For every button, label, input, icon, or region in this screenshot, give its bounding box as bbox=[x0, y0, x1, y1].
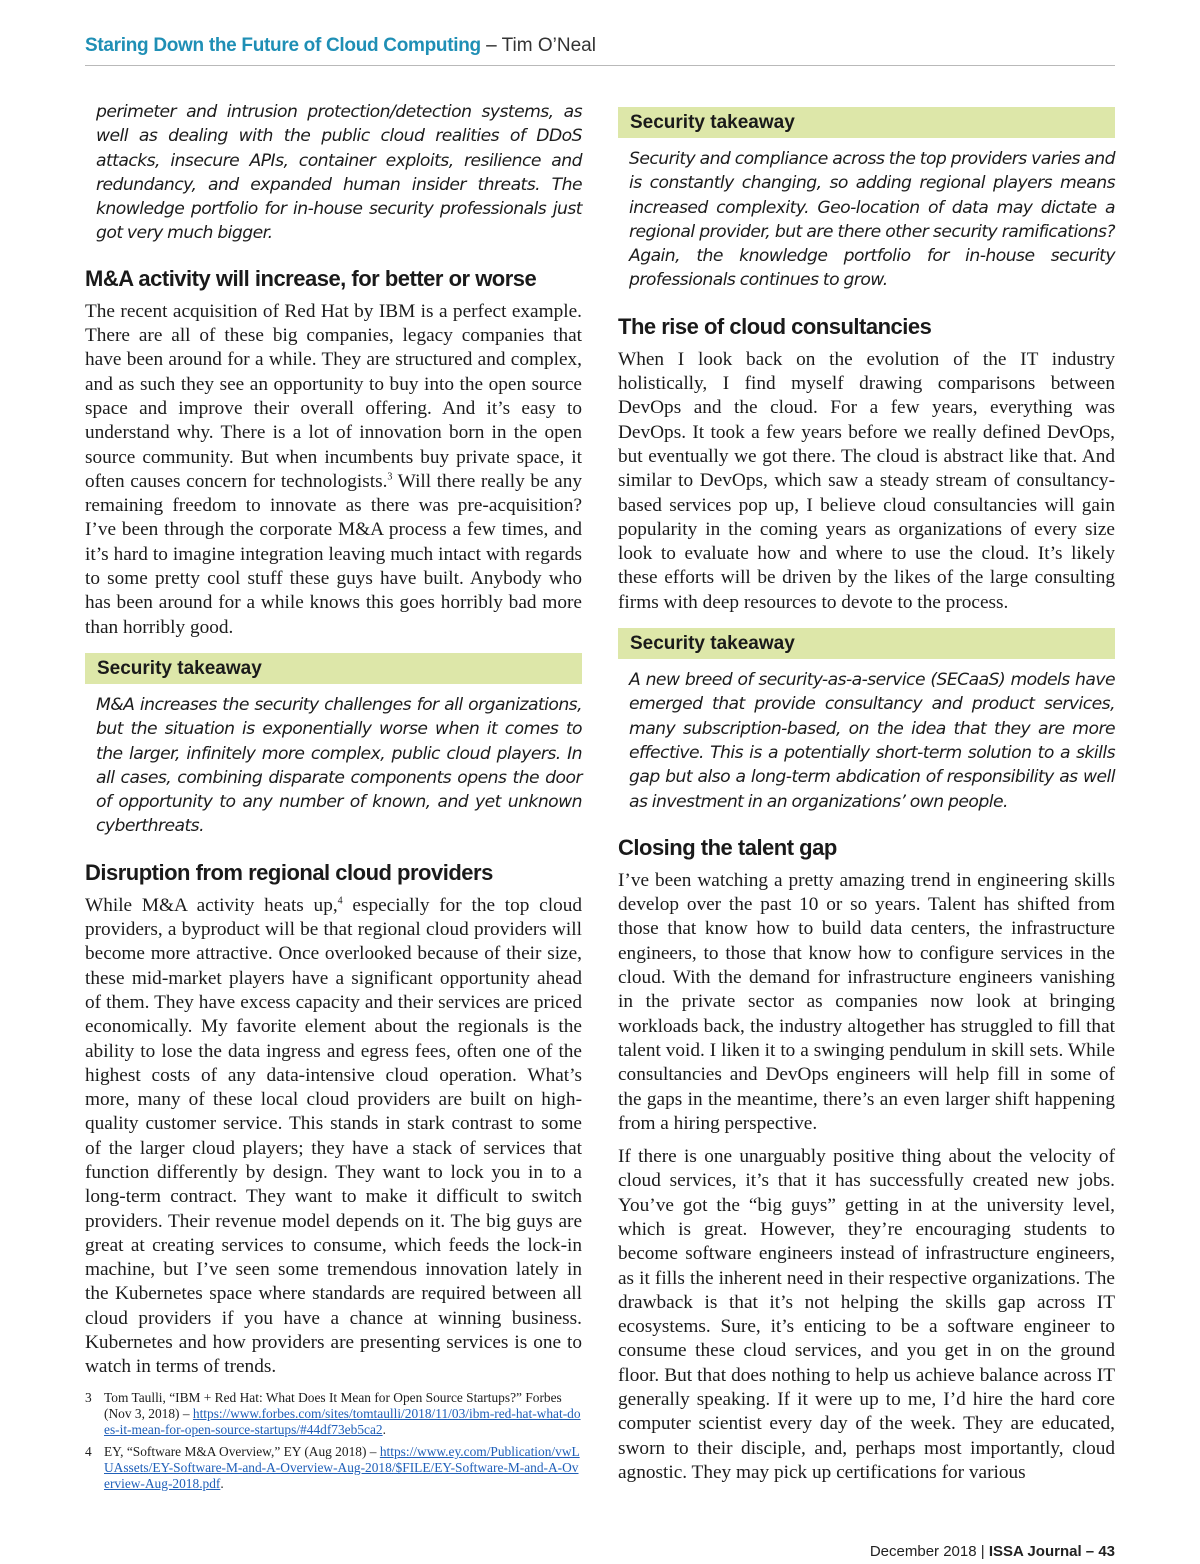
security-takeaway-label: Security takeaway bbox=[85, 653, 582, 684]
footnote-ref-4: 4 bbox=[337, 895, 343, 907]
security-takeaway-text: Security and compliance across the top providers varies and is constantly changing, so adding regional players means increased complexity. Geo-location of data may dictate a regional provider, but are there other security ramifications? Again, the knowledge portfolio for in-house security professionals continues to grow. bbox=[629, 149, 1115, 291]
ma-paragraph bbox=[85, 300, 582, 640]
footnote-end: . bbox=[382, 1422, 386, 1437]
footnotes bbox=[85, 1390, 582, 1498]
section-heading-regional: Disruption from regional cloud providers bbox=[85, 859, 493, 885]
consultancies-paragraph: When I look back on the evolution of the IT industry holistically, I find myself drawing comparisons between DevOps and the cloud. For a few years, everything was DevOps. It took a few years before we really defined DevOps, but eventually we got there. The cloud is abstract like that. And similar to DevOps, which saw a steady stream of consultancy-based services pop up, I believe cloud consultancies will gain popularity in the coming years as organizations of every size look to evaluate how and where to use the cloud. It’s likely these efforts will be driven by the likes of the large consulting firms with deep resources to devote to the process. bbox=[618, 348, 1115, 613]
header-separator: – bbox=[480, 35, 502, 56]
section-heading-ma: M&A activity will increase, for better or worse bbox=[85, 265, 537, 291]
section-heading-consultancies: The rise of cloud consultancies bbox=[618, 313, 932, 339]
footnote-link[interactable]: https://www.ey.com/Publication/vwLUAssets/EY-Software-M-and-A-Overview-Aug-2018/$FILE/EY-Software-M-and-A-Overview-Aug-2018.pdf bbox=[104, 1444, 580, 1491]
page-footer bbox=[870, 1543, 1115, 1561]
page-number: 43 bbox=[1098, 1543, 1115, 1560]
footnote-3 bbox=[85, 1390, 582, 1438]
footnote-4 bbox=[85, 1444, 582, 1492]
security-takeaway-box-consultancies bbox=[618, 628, 1115, 814]
regional-paragraph-text-b: especially for the top cloud providers, a byproduct will be that regional cloud providers will become more attractive. Once overlooked because of their size, these mid-market players have a significant opportunity ahead of them. They have excess capacity and their services are priced economically. My favorite element about the regionals is the ability to lose the data ingress and egress fees, often one of the highest costs of any data-intensive cloud operation. What’s more, many of these local cloud providers are built on high-quality customer service. This stands in stark contrast to some of the larger cloud players; they have a stack of services that function differently by design. They want to lock you in to a long-term contract. They want to make it difficult to switch providers. Their revenue model depends on it. The big guys are great at creating services to consume, which feeds the lock-in machine, but I’ve seen some tremendous innovation lately in the Kubernetes space where standards are required between all cloud providers if you have a chance at winning business. Kubernetes and how providers are presenting services is one to watch in terms of trends. bbox=[85, 894, 583, 1378]
footer-separator: | bbox=[976, 1543, 989, 1560]
security-takeaway-text: A new breed of security-as-a-service (SECaaS) models have emerged that provide consultancy and product services, many subscription-based, on the idea that they are more effective. This is a potentially short-term solution to a skills gap but also a long-term abdication of responsibility as well as investment in an organizations’ own people. bbox=[629, 670, 1115, 812]
header-title: Staring Down the Future of Cloud Computing bbox=[85, 35, 481, 56]
footer-journal: ISSA Journal bbox=[988, 1543, 1082, 1560]
footnote-end: . bbox=[220, 1476, 224, 1491]
section-heading-talent: Closing the talent gap bbox=[618, 834, 837, 860]
ma-paragraph-text-b: Will there really be any remaining freedom to innovate as there was pre-acquisition? I’ve been through the corporate M&A process a few times, and it’s hard to imagine integration leaving much intact with regards to some pretty cool stuff these guys have built. Anybody who has been around for a while knows this goes horribly bad more than horribly good. bbox=[85, 470, 582, 638]
talent-paragraph-1: I’ve been watching a pretty amazing trend in engineering skills develop over the past 10 or so years. Talent has shifted from those that know how to build data centers, the infrastructure engineers, to those that know how to configure services in the cloud. With the demand for infrastructure engineers vanishing in the private sector as companies now look at bringing workloads back, the industry altogether has struggled to fill that talent void. I liken it to a swinging pendulum in skill sets. While consultancies and DevOps engineers will help fill in some of the gaps in the meantime, there’s an even larger shift happening from a hiring perspective. bbox=[618, 869, 1115, 1134]
talent-paragraph-2: If there is one unarguably positive thing about the velocity of cloud services, it’s that it has successfully created new jobs. You’ve got the “big guys” getting in at the university level, which is great. However, they’re encouraging students to become software engineers instead of infrastructure engineers, as it fills the inherent need in their respective organizations. The drawback is that it’s not helping the skills gap across IT ecosystems. Sure, it’s enticing to be a software engineer to consume these cloud services, and you get in on the ground floor. But that does nothing to help us achieve balance across IT generally speaking. If it were up to me, I’d hire the hard core computer scientist every day of the week. They are educated, sworn to their disciple, and, perhaps most importantly, cloud agnostic. They may pick up certifications for various bbox=[618, 1146, 1115, 1483]
regional-paragraph bbox=[85, 894, 582, 1380]
left-column bbox=[85, 100, 582, 1380]
footnote-number: 3 bbox=[85, 1390, 92, 1405]
security-takeaway-box-regional bbox=[618, 107, 1115, 293]
footer-date: December 2018 bbox=[869, 1543, 977, 1560]
footer-dash: – bbox=[1081, 1543, 1099, 1560]
footnote-number: 4 bbox=[85, 1444, 92, 1459]
intro-italic-paragraph: perimeter and intrusion protection/detection systems, as well as dealing with the public cloud realities of DDoS attacks, insecure APIs, container exploits, resilience and redundancy, and expanded human insider threats. The knowledge portfolio for in-house security professionals just got very much bigger. bbox=[96, 102, 582, 244]
security-takeaway-text: M&A increases the security challenges for all organizations, but the situation is exponentially worse when it comes to the larger, infinitely more complex, public cloud players. In all cases, combining disparate components opens the door of opportunity to any number of known, and yet unknown cyberthreats. bbox=[96, 694, 582, 837]
security-takeaway-label: Security takeaway bbox=[618, 628, 1115, 659]
running-header bbox=[85, 34, 1115, 66]
footnote-text: EY, “Software M&A Overview,” EY (Aug 2018) – bbox=[104, 1444, 380, 1459]
ma-paragraph-text-a: The recent acquisition of Red Hat by IBM is a perfect example. There are all of these big companies, legacy companies that have been around for a while. They are structured and complex, and as such they see an opportunity to buy into the open source space and improve their overall offering. And it’s easy to understand why. There is a lot of innovation born in the open source community. But when incumbents buy private space, it often causes concern for technologists. bbox=[85, 300, 582, 492]
footnote-link[interactable]: https://www.forbes.com/sites/tomtaulli/2018/11/03/ibm-red-hat-what-does-it-mean-for-open-source-startups/#44df73eb5ca2 bbox=[104, 1406, 581, 1437]
security-takeaway-label: Security takeaway bbox=[618, 107, 1115, 138]
right-column bbox=[618, 100, 1115, 1485]
footnote-text: Tom Taulli, “IBM + Red Hat: What Does It Mean for Open Source Startups?” Forbes (Nov 3, 2018) – bbox=[104, 1390, 562, 1421]
header-author: Tim O’Neal bbox=[501, 35, 596, 56]
regional-paragraph-text-a: While M&A activity heats up, bbox=[85, 894, 338, 916]
security-takeaway-box-ma bbox=[85, 653, 582, 839]
footnote-ref-3: 3 bbox=[387, 471, 393, 483]
